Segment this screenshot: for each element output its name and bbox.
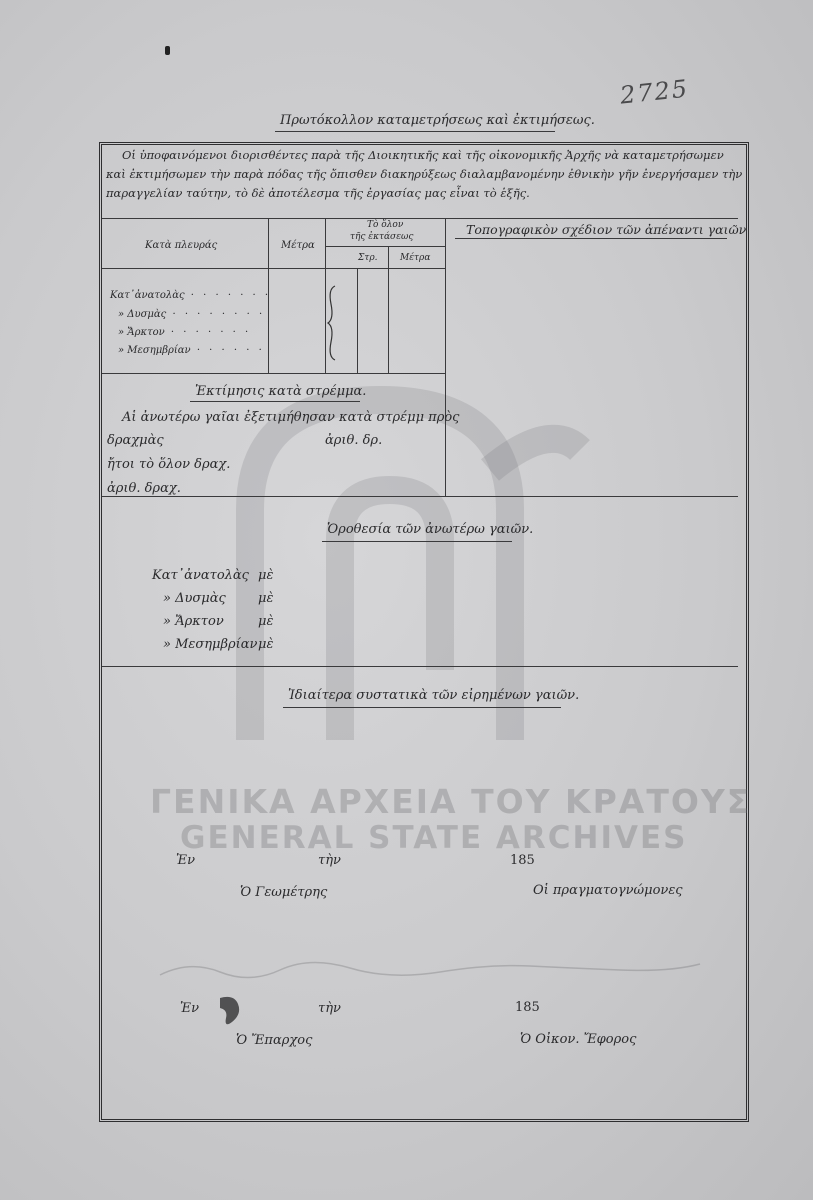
watermark-greek: ΓΕΝΙΚΑ ΑΡΧΕΙΑ ΤΟΥ ΚΡΑΤΟΥΣ — [150, 782, 752, 821]
table-row: » Δυσμὰς · · · · · · · · — [118, 309, 266, 320]
column-header-total-1: Τὸ ὅλον — [367, 220, 404, 230]
column-header-stremmata: Στρ. — [358, 253, 378, 263]
intro-line-3: παραγγελίαν ταύτην, τὸ δὲ ἀποτέλεσμα τῆς ἐργασίας μας εἶναι τὸ ἑξῆς. — [106, 186, 530, 200]
signature-year-2: 185 — [515, 1000, 540, 1015]
particulars-title: Ἰδιαίτερα συστατικὰ τῶν εἰρημένων γαιῶν. — [288, 688, 580, 703]
valuation-line-1: Αἱ ἀνωτέρω γαῖαι ἐξετιμήθησαν κατὰ στρέμμ πρὸς — [122, 410, 460, 425]
valuation-number-dr: ἀριθ. δρ. — [325, 433, 383, 448]
valuation-total: ἤτοι τὸ ὅλον δραχ. — [107, 457, 231, 472]
signature-tin-2: τὴν — [318, 1001, 341, 1016]
valuation-drachmas: δραχμὰς — [107, 433, 164, 448]
boundary-row-south: » Μεσημβρίαν — [163, 637, 258, 652]
ink-dot — [165, 46, 170, 55]
signature-en-2: Ἐν — [180, 1001, 199, 1016]
table-row: » Μεσημβρίαν · · · · · · — [118, 345, 265, 356]
archive-number: 2725 — [618, 74, 691, 110]
table-row: Κατ᾽ἀνατολὰς · · · · · · · — [110, 290, 272, 301]
boundary-row-west: » Δυσμὰς — [163, 591, 226, 606]
boundary-with-east: μὲ — [258, 568, 274, 583]
topographic-plan-title: Τοπογραφικὸν σχέδιον τῶν ἀπέναντι γαιῶν — [466, 222, 747, 237]
boundary-row-east: Κατ᾽ἀνατολὰς — [152, 568, 249, 583]
faint-handwriting — [150, 950, 710, 990]
intro-line-2: καὶ ἐκτιμήσωμεν τὴν παρὰ πόδας τῆς ὄπισθεν διακηρύξεως διαλαμβανομένην ἐθνικὴν γῆν ἐνεργήσαμεν τὴν — [106, 167, 743, 181]
column-header-total-2: τῆς ἐκτάσεως — [350, 232, 414, 242]
column-header-sides: Κατὰ πλευράς — [145, 240, 218, 251]
boundary-with-north: μὲ — [258, 614, 274, 629]
eparch-label: Ὁ Ἔπαρχος — [236, 1033, 313, 1048]
valuation-number-total: ἀριθ. δραχ. — [107, 481, 181, 496]
boundary-with-south: μὲ — [258, 637, 274, 652]
boundary-with-west: μὲ — [258, 591, 274, 606]
signature-en-1: Ἐν — [176, 853, 195, 868]
boundaries-title: Ὁροθεσία τῶν ἀνωτέρω γαιῶν. — [327, 522, 534, 537]
signature-year-1: 185 — [510, 853, 535, 868]
experts-label: Οἱ πραγματογνώμονες — [533, 883, 683, 898]
column-header-metra: Μέτρα — [281, 240, 315, 251]
geometer-label: Ὁ Γεωμέτρης — [240, 885, 328, 900]
watermark-english: GENERAL STATE ARCHIVES — [180, 820, 688, 856]
column-header-metra-sub: Μέτρα — [400, 253, 431, 263]
brace-mark — [325, 284, 339, 362]
table-row: » Ἄρκτον · · · · · · · — [118, 327, 252, 338]
ink-blot — [212, 992, 252, 1032]
boundary-row-north: » Ἄρκτον — [163, 614, 224, 629]
signature-tin-1: τὴν — [318, 853, 341, 868]
intro-line-1: Οἱ ὑποφαινόμενοι διορισθέντες παρὰ τῆς Διοικητικῆς καὶ τῆς οἰκονομικῆς Ἀρχῆς νὰ καταμετρήσωμεν — [122, 148, 724, 162]
ephor-label: Ὁ Οἰκον. Ἔφορος — [520, 1032, 637, 1047]
page-title: Πρωτόκολλον καταμετρήσεως καὶ ἐκτιμήσεως. — [280, 113, 595, 128]
valuation-title: Ἐκτίμησις κατὰ στρέμμα. — [195, 384, 367, 399]
